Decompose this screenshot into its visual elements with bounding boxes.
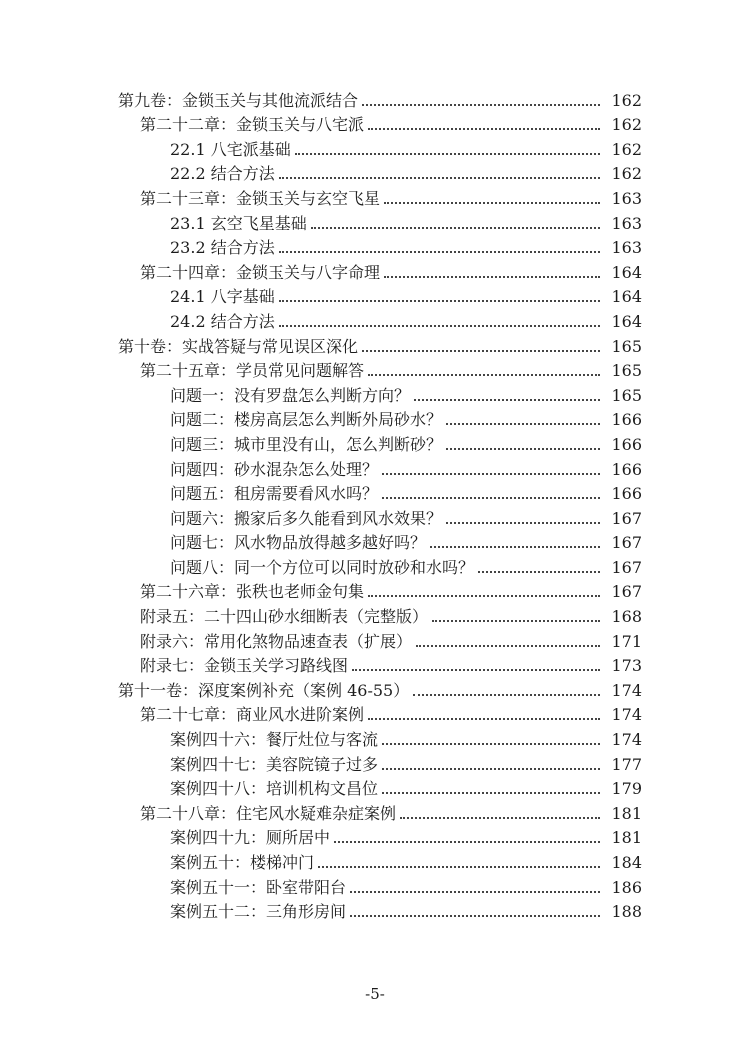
toc-entry[interactable]	[140, 258, 642, 283]
dot-leader	[413, 694, 600, 696]
toc-entry-title: 23.1 玄空飞星基础	[170, 213, 307, 233]
toc-entry-title: 22.2 结合方法	[170, 164, 275, 184]
toc-entry[interactable]	[170, 529, 642, 554]
toc-entry-page: 174	[611, 680, 642, 700]
toc-entry-title: 24.1 八字基础	[170, 287, 275, 307]
toc-entry-page: 165	[611, 361, 642, 381]
toc-entry[interactable]	[170, 430, 642, 455]
toc-entry-title: 问题七：风水物品放得越多越好吗？	[170, 533, 427, 553]
toc-entry-title: 案例四十六：餐厅灶位与客流	[170, 730, 379, 750]
toc-entry[interactable]	[170, 725, 642, 750]
toc-entry-title: 附录六：常用化煞物品速查表（扩展）	[140, 631, 413, 651]
toc-entry[interactable]	[170, 553, 642, 578]
dot-leader	[416, 645, 600, 647]
toc-entry-page: 165	[611, 385, 642, 405]
toc-entry-title: 案例五十一：卧室带阳台	[170, 877, 347, 897]
dot-leader	[382, 768, 600, 770]
dot-leader	[318, 866, 600, 868]
dot-leader	[382, 497, 600, 499]
toc-entry[interactable]	[170, 775, 642, 800]
toc-entry[interactable]	[140, 111, 642, 136]
toc-entry-title: 第二十四章：金锁玉关与八字命理	[140, 262, 381, 282]
toc-entry-title: 第十卷：实战答疑与常见误区深化	[118, 336, 359, 356]
dot-leader	[334, 841, 600, 843]
toc-entry-page: 166	[611, 484, 642, 504]
toc-entry-title: 问题四：砂水混杂怎么处理？	[170, 459, 379, 479]
toc-entry-title: 问题五：租房需要看风水吗？	[170, 484, 379, 504]
toc-entry-page: 167	[611, 533, 642, 553]
toc-entry-title: 23.2 结合方法	[170, 238, 275, 258]
toc-entry-page: 181	[611, 803, 642, 823]
dot-leader	[279, 177, 600, 179]
toc-entry-page: 163	[611, 188, 642, 208]
toc-entry-title: 案例四十八：培训机构文昌位	[170, 779, 379, 799]
toc-entry[interactable]	[140, 701, 642, 726]
dot-leader	[430, 546, 600, 548]
toc-entry-page: 166	[611, 434, 642, 454]
dot-leader	[352, 669, 600, 671]
table-of-contents	[0, 86, 750, 922]
toc-entry-page: 171	[611, 631, 642, 651]
toc-entry-page: 164	[611, 262, 642, 282]
toc-entry-page: 162	[611, 139, 642, 159]
toc-entry-title: 第九卷：金锁玉关与其他流派结合	[118, 90, 359, 110]
toc-entry[interactable]	[170, 455, 642, 480]
toc-entry-page: 166	[611, 410, 642, 430]
toc-entry-title: 第十一卷：深度案例补充（案例 46-55）	[118, 680, 410, 700]
toc-entry[interactable]	[170, 283, 642, 308]
toc-entry[interactable]	[140, 652, 642, 677]
dot-leader	[446, 522, 600, 524]
toc-entry-page: 177	[611, 754, 642, 774]
toc-entry-page: 166	[611, 459, 642, 479]
toc-entry-page: 167	[611, 557, 642, 577]
toc-entry-page: 167	[611, 508, 642, 528]
toc-entry-title: 案例四十九：厕所居中	[170, 828, 331, 848]
toc-entry[interactable]	[170, 848, 642, 873]
dot-leader	[382, 743, 600, 745]
dot-leader	[295, 153, 600, 155]
dot-leader	[382, 792, 600, 794]
toc-entry-title: 第二十八章：住宅风水疑难杂症案例	[140, 803, 397, 823]
toc-entry-page: 165	[611, 336, 642, 356]
toc-entry[interactable]	[170, 873, 642, 898]
toc-entry-title: 问题六：搬家后多久能看到风水效果？	[170, 508, 443, 528]
toc-entry[interactable]	[170, 307, 642, 332]
toc-entry[interactable]	[118, 676, 642, 701]
toc-entry[interactable]	[170, 504, 642, 529]
toc-entry[interactable]	[170, 898, 642, 923]
toc-entry-title: 案例四十七：美容院镜子过多	[170, 754, 379, 774]
page-number: -5-	[365, 985, 385, 1003]
dot-leader	[368, 374, 600, 376]
dot-leader	[311, 227, 600, 229]
toc-entry-title: 附录五：二十四山砂水细断表（完整版）	[140, 607, 429, 627]
toc-entry-title: 案例五十：楼梯冲门	[170, 853, 315, 872]
toc-entry-title: 第二十六章：张秩也老师金句集	[140, 582, 365, 602]
toc-entry-title: 案例五十二：三角形房间	[170, 902, 347, 922]
dot-leader	[446, 448, 600, 450]
toc-entry-title: 问题三：城市里没有山，怎么判断砂？	[170, 434, 443, 454]
toc-entry[interactable]	[170, 160, 642, 185]
toc-entry-title: 第二十七章：商业风水进阶案例	[140, 705, 365, 725]
dot-leader	[368, 128, 600, 130]
toc-entry-page: 179	[611, 779, 642, 799]
toc-entry-title: 第二十二章：金锁玉关与八宅派	[140, 115, 365, 135]
toc-entry-title: 第二十五章：学员常见问题解答	[140, 361, 365, 381]
dot-leader	[368, 718, 600, 720]
toc-entry[interactable]	[170, 381, 642, 406]
toc-entry-page: 162	[611, 115, 642, 135]
dot-leader	[400, 817, 600, 819]
dot-leader	[432, 620, 600, 622]
toc-entry-page: 181	[611, 828, 642, 848]
dot-leader	[478, 571, 600, 573]
dot-leader	[362, 350, 600, 352]
toc-entry-page: 167	[611, 582, 642, 602]
toc-entry-page: 174	[611, 705, 642, 725]
toc-entry[interactable]	[170, 406, 642, 431]
dot-leader	[368, 595, 600, 597]
toc-entry-title: 22.1 八宅派基础	[170, 139, 291, 159]
dot-leader	[382, 473, 600, 475]
toc-entry[interactable]	[140, 799, 642, 824]
toc-entry[interactable]	[140, 578, 642, 603]
toc-entry-title: 附录七：金锁玉关学习路线图	[140, 656, 349, 676]
toc-entry-title: 问题一：没有罗盘怎么判断方向？	[170, 385, 411, 405]
toc-entry-page: 174	[611, 730, 642, 750]
toc-entry-title: 第二十三章：金锁玉关与玄空飞星	[140, 188, 381, 208]
toc-entry[interactable]	[170, 209, 642, 234]
toc-entry[interactable]	[170, 824, 642, 849]
dot-leader	[350, 891, 600, 893]
toc-entry[interactable]	[140, 184, 642, 209]
dot-leader	[384, 202, 600, 204]
toc-entry-page: 162	[611, 164, 642, 184]
toc-entry-page: 184	[611, 853, 642, 872]
dot-leader	[279, 325, 600, 327]
toc-entry[interactable]	[170, 750, 642, 775]
toc-entry-title: 24.2 结合方法	[170, 311, 275, 331]
toc-entry-title: 问题八：同一个方位可以同时放砂和水吗？	[170, 557, 475, 577]
dot-leader	[362, 104, 600, 106]
toc-entry-page: 188	[611, 902, 642, 922]
toc-entry-page: 163	[611, 238, 642, 258]
toc-entry-page: 163	[611, 213, 642, 233]
toc-entry[interactable]	[170, 480, 642, 505]
toc-entry[interactable]	[118, 332, 642, 357]
dot-leader	[350, 915, 600, 917]
dot-leader	[279, 300, 600, 302]
dot-leader	[384, 276, 600, 278]
toc-entry-page: 186	[611, 877, 642, 897]
toc-entry[interactable]	[170, 234, 642, 259]
dot-leader	[279, 251, 600, 253]
toc-entry-page: 164	[611, 287, 642, 307]
toc-entry-page: 168	[611, 607, 642, 627]
dot-leader	[414, 399, 600, 401]
toc-entry[interactable]	[118, 86, 642, 111]
toc-entry[interactable]	[140, 627, 642, 652]
toc-entry[interactable]	[140, 357, 642, 382]
toc-entry[interactable]	[170, 135, 642, 160]
toc-entry-title: 问题二：楼房高层怎么判断外局砂水？	[170, 410, 443, 430]
toc-entry-page: 162	[611, 90, 642, 110]
dot-leader	[446, 423, 600, 425]
toc-entry[interactable]	[140, 602, 642, 627]
toc-entry-page: 173	[611, 656, 642, 676]
toc-entry-page: 164	[611, 311, 642, 331]
